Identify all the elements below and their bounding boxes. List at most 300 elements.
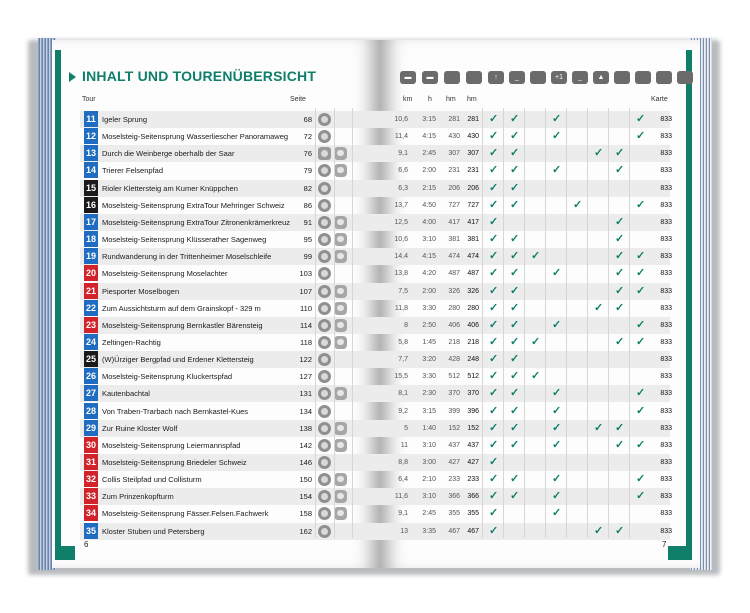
check-icon: ✓: [510, 370, 520, 383]
title-arrow-icon: [69, 72, 76, 82]
dash-icon: [677, 71, 693, 84]
tour-page: 142: [299, 440, 312, 450]
bear-icon: [334, 387, 347, 400]
tour-map: 833: [660, 338, 672, 346]
tour-name: Moselsteig-Seitensprung Kluckertspfad: [102, 372, 233, 382]
tour-page: 118: [300, 337, 312, 347]
bear-icon: [334, 250, 347, 263]
check-icon: ✓: [489, 404, 499, 417]
tour-map: 833: [660, 304, 672, 312]
bear-icon: [334, 507, 347, 520]
bear-icon: [334, 147, 347, 160]
tour-duration: 1:45: [422, 338, 436, 346]
dash-icon: [466, 71, 482, 84]
flat-icon: _: [509, 71, 525, 84]
circle-route-icon: [318, 302, 331, 315]
tour-descent: 417: [467, 218, 479, 226]
tour-map: 833: [660, 373, 672, 381]
tour-ascent: 428: [448, 356, 460, 364]
tour-page: 114: [300, 320, 312, 330]
check-icon: ✓: [636, 473, 646, 486]
tour-name: Moselsteig-Seitensprung Wasserliescher Panoramaweg: [102, 132, 289, 142]
tour-number: 33: [84, 488, 98, 504]
tour-page: 72: [303, 132, 312, 142]
header-seite: Seite: [290, 96, 306, 103]
tour-duration: 4:20: [422, 270, 436, 278]
tour-ascent: 206: [448, 184, 460, 192]
check-icon: ✓: [636, 284, 646, 297]
tour-ascent: 381: [448, 236, 460, 244]
check-icon: ✓: [510, 387, 520, 400]
check-icon: ✓: [489, 301, 499, 314]
tour-duration: 3:10: [422, 236, 436, 244]
flat-icon: _: [572, 71, 588, 84]
tour-km: 8,8: [398, 459, 408, 466]
tour-map: 833: [660, 218, 672, 226]
tour-name: Collis Steilpfad und Collisturm: [102, 475, 202, 485]
check-icon: ✓: [510, 198, 520, 211]
tour-page: 68: [303, 115, 312, 124]
check-icon: ✓: [489, 318, 499, 331]
tour-name: Kloster Stuben und Petersberg: [102, 526, 205, 536]
tour-map: 833: [660, 167, 672, 175]
tour-name: Durch die Weinberge oberhalb der Saar: [102, 149, 235, 159]
tour-duration: 2:00: [422, 287, 436, 295]
header-karte: Karte: [651, 96, 668, 103]
tour-duration: 2:10: [422, 476, 436, 484]
check-icon: ✓: [510, 318, 520, 331]
tour-duration: 1:40: [422, 424, 436, 432]
tour-descent: 437: [467, 441, 479, 449]
dash-icon: [614, 71, 630, 84]
tour-number: 21: [84, 283, 98, 299]
tour-duration: 2:15: [422, 184, 436, 192]
table-row: [80, 334, 670, 351]
tour-km: 10,6: [394, 116, 408, 123]
dash-icon: [530, 71, 546, 84]
pram-icon: [318, 147, 331, 160]
tour-km: 6,4: [398, 476, 408, 484]
check-icon: ✓: [615, 438, 625, 451]
check-icon: ✓: [615, 421, 625, 434]
tour-number: 34: [84, 505, 98, 521]
tour-page: 138: [299, 423, 312, 433]
check-icon: ✓: [489, 473, 499, 486]
tour-ascent: 512: [448, 373, 460, 381]
check-icon: ✓: [489, 147, 499, 160]
check-icon: ✓: [489, 164, 499, 177]
bear-icon: [334, 233, 347, 246]
tour-duration: 4:00: [422, 218, 436, 226]
tour-descent: 231: [467, 167, 479, 175]
bear-icon: [334, 473, 347, 486]
tour-ascent: 218: [448, 338, 460, 346]
tour-descent: 248: [467, 356, 479, 364]
check-icon: ✓: [552, 267, 562, 280]
check-icon: ✓: [636, 387, 646, 400]
tour-km: 6,6: [398, 167, 408, 175]
check-icon: ✓: [489, 233, 499, 246]
tour-number: 16: [84, 197, 98, 213]
check-icon: ✓: [510, 113, 520, 125]
check-icon: ✓: [510, 301, 520, 314]
circle-route-icon: [318, 182, 331, 195]
check-icon: ✓: [489, 490, 499, 503]
check-icon: ✓: [552, 164, 562, 177]
check-icon: ✓: [552, 473, 562, 486]
tour-page: 158: [299, 509, 312, 519]
tour-page: 86: [303, 200, 312, 210]
tour-descent: 307: [467, 150, 479, 158]
tour-km: 6,3: [398, 184, 408, 192]
check-icon: ✓: [594, 301, 604, 314]
circle-route-icon: [318, 439, 331, 452]
left-green-corner: [55, 546, 75, 560]
tour-descent: 430: [467, 133, 479, 141]
tour-descent: 233: [467, 476, 479, 484]
tour-ascent: 427: [448, 459, 460, 466]
circle-route-icon: [318, 456, 331, 469]
divider: [315, 108, 316, 538]
tour-map: 833: [660, 407, 672, 415]
circle-route-icon: [318, 285, 331, 298]
tour-map: 833: [660, 201, 672, 209]
tour-descent: 381: [467, 236, 479, 244]
divider: [524, 108, 525, 538]
hut-icon: ▲: [593, 71, 609, 84]
tour-duration: 3:30: [422, 304, 436, 312]
check-icon: ✓: [636, 198, 646, 211]
tour-page: 154: [299, 492, 312, 502]
tour-number: 24: [84, 334, 98, 350]
tour-number: 22: [84, 300, 98, 316]
tour-ascent: 355: [448, 510, 460, 518]
left-green-border: [55, 50, 61, 560]
tour-map: 833: [660, 287, 672, 295]
header-hm-descent: hm: [467, 96, 477, 103]
tour-number: 23: [84, 317, 98, 333]
tour-descent: 281: [467, 116, 479, 123]
check-icon: ✓: [615, 164, 625, 177]
tour-page: 95: [303, 235, 312, 245]
tour-name: Moselsteig-Seitensprung ExtraTour Zitronenkrämerkreuz: [102, 217, 290, 227]
tour-descent: 218: [467, 338, 479, 346]
tour-ascent: 326: [448, 287, 460, 295]
dash-icon: ▬: [400, 71, 416, 84]
check-icon: ✓: [552, 404, 562, 417]
tour-name: Igeler Sprung: [102, 115, 148, 124]
tour-ascent: 152: [448, 424, 460, 432]
tour-ascent: 280: [448, 304, 460, 312]
tour-ascent: 281: [448, 116, 460, 123]
check-icon: ✓: [489, 284, 499, 297]
tour-descent: 727: [467, 201, 479, 209]
check-icon: ✓: [489, 507, 499, 520]
check-icon: ✓: [636, 335, 646, 348]
check-icon: ✓: [552, 507, 562, 520]
tour-duration: 3:10: [422, 441, 436, 449]
tour-km: 15,5: [394, 373, 408, 381]
tour-number: 28: [84, 403, 98, 419]
tour-number: 11: [84, 111, 98, 127]
table-row: [80, 162, 670, 179]
tour-duration: 4:50: [422, 201, 436, 209]
circle-route-icon: [318, 353, 331, 366]
check-icon: ✓: [489, 456, 499, 468]
tour-page: 150: [299, 475, 312, 485]
check-icon: ✓: [489, 198, 499, 211]
tour-map: 833: [660, 527, 672, 535]
check-icon: ✓: [489, 215, 499, 228]
tour-map: 833: [660, 476, 672, 484]
tour-page: 103: [299, 269, 312, 279]
table-row: [80, 385, 670, 402]
tour-duration: 3:15: [422, 116, 436, 123]
tour-km: 13,7: [394, 201, 408, 209]
check-icon: ✓: [594, 524, 604, 537]
tour-duration: 3:15: [422, 407, 436, 415]
tour-map: 833: [660, 356, 672, 364]
tour-name: Rundwanderung in der Trittenheimer Moselschleife: [102, 252, 272, 262]
tour-duration: 2:00: [422, 167, 436, 175]
tour-page: 110: [300, 303, 312, 313]
check-icon: ✓: [531, 335, 541, 348]
tour-km: 13,8: [394, 270, 408, 278]
tour-number: 30: [84, 437, 98, 453]
check-icon: ✓: [552, 130, 562, 143]
tour-descent: 326: [467, 287, 479, 295]
tour-name: Zur Ruine Kloster Wolf: [102, 423, 178, 433]
tour-ascent: 233: [448, 476, 460, 484]
bear-icon: [334, 302, 347, 315]
circle-route-icon: [318, 405, 331, 418]
circle-route-icon: [318, 319, 331, 332]
tour-km: 5: [404, 424, 408, 432]
tour-number: 27: [84, 385, 98, 401]
check-icon: ✓: [636, 318, 646, 331]
check-icon: ✓: [531, 250, 541, 263]
check-icon: ✓: [510, 404, 520, 417]
ascent-icon: ↑: [488, 71, 504, 84]
header-hm-ascent: hm: [446, 96, 456, 103]
tour-number: 15: [84, 180, 98, 196]
check-icon: ✓: [489, 370, 499, 383]
check-icon: ✓: [489, 524, 499, 537]
tour-number: 19: [84, 248, 98, 264]
tour-ascent: 474: [448, 253, 460, 261]
tour-ascent: 437: [448, 441, 460, 449]
tour-map: 833: [660, 270, 672, 278]
tour-descent: 152: [467, 424, 479, 432]
tour-km: 14,4: [394, 253, 408, 261]
check-icon: ✓: [594, 421, 604, 434]
check-icon: ✓: [510, 181, 520, 194]
tour-number: 32: [84, 471, 98, 487]
divider: [503, 108, 504, 538]
tour-map: 833: [660, 321, 672, 329]
bear-icon: [334, 285, 347, 298]
tour-number: 18: [84, 231, 98, 247]
tour-descent: 280: [467, 304, 479, 312]
check-icon: ✓: [552, 421, 562, 434]
tour-name: Zum Prinzenkopfturm: [102, 492, 174, 502]
circle-route-icon: [318, 199, 331, 212]
check-icon: ✓: [636, 113, 646, 125]
tour-ascent: 231: [448, 167, 460, 175]
divider: [629, 108, 630, 538]
tour-page: 91: [303, 217, 312, 227]
tour-map: 833: [660, 424, 672, 432]
check-icon: ✓: [552, 490, 562, 503]
check-icon: ✓: [636, 267, 646, 280]
tour-map: 833: [660, 236, 672, 244]
dash-icon: [656, 71, 672, 84]
tour-duration: 4:15: [422, 253, 436, 261]
tour-number: 35: [84, 523, 98, 539]
tour-name: Moselsteig-Seitensprung Fässer.Felsen.Fachwerk: [102, 509, 269, 519]
tour-descent: 366: [467, 493, 479, 501]
divider: [545, 108, 546, 538]
tour-map: 833: [660, 184, 672, 192]
check-icon: ✓: [552, 318, 562, 331]
page-number-left: 6: [84, 540, 89, 549]
tour-descent: 206: [467, 184, 479, 192]
check-icon: ✓: [615, 524, 625, 537]
check-icon: ✓: [573, 198, 583, 211]
check-icon: ✓: [489, 250, 499, 263]
tour-km: 9,1: [398, 510, 408, 518]
circle-route-icon: [318, 422, 331, 435]
plus-one-icon: +1: [551, 71, 567, 84]
circle-route-icon: [318, 216, 331, 229]
tour-km: 5,8: [398, 338, 408, 346]
check-icon: ✓: [489, 267, 499, 280]
tour-descent: 355: [467, 510, 479, 518]
tour-ascent: 370: [448, 390, 460, 398]
bear-icon: [334, 439, 347, 452]
check-icon: ✓: [489, 421, 499, 434]
check-icon: ✓: [489, 353, 499, 366]
tour-duration: 2:30: [422, 390, 436, 398]
tour-duration: 3:10: [422, 493, 436, 501]
tour-page: 82: [303, 183, 312, 193]
tour-page: 134: [299, 406, 312, 416]
tour-number: 14: [84, 162, 98, 178]
divider: [482, 108, 483, 538]
bear-icon: [334, 490, 347, 503]
tour-name: Piesporter Moselbogen: [102, 286, 180, 296]
check-icon: ✓: [615, 233, 625, 246]
check-icon: ✓: [510, 164, 520, 177]
tour-duration: 4:15: [422, 133, 436, 141]
tour-descent: 512: [467, 373, 479, 381]
tour-name: Zum Aussichtsturm auf dem Grainskopf - 329 m: [102, 303, 261, 313]
check-icon: ✓: [636, 250, 646, 263]
tour-km: 12,5: [394, 218, 408, 226]
check-icon: ✓: [636, 130, 646, 143]
tour-descent: 474: [467, 253, 479, 261]
tour-map: 833: [660, 390, 672, 398]
check-icon: ✓: [510, 147, 520, 160]
tour-name: Moselsteig-Seitensprung ExtraTour Mehringer Schweiz: [102, 200, 285, 210]
tour-name: Trierer Felsenpfad: [102, 166, 163, 176]
divider: [352, 108, 353, 538]
tour-duration: 2:50: [422, 321, 436, 329]
tour-number: 31: [84, 454, 98, 470]
check-icon: ✓: [615, 215, 625, 228]
tour-duration: 3:00: [422, 459, 436, 466]
tour-ascent: 417: [448, 218, 460, 226]
check-icon: ✓: [489, 438, 499, 451]
check-icon: ✓: [594, 147, 604, 160]
divider: [566, 108, 567, 538]
tour-map: 833: [660, 510, 672, 518]
tour-number: 13: [84, 145, 98, 161]
tour-descent: 467: [467, 527, 479, 535]
check-icon: ✓: [531, 370, 541, 383]
tour-name: Zeltingen-Rachtig: [102, 337, 161, 347]
divider: [334, 108, 335, 538]
tour-duration: 2:45: [422, 150, 436, 158]
tour-number: 29: [84, 420, 98, 436]
tour-name: (W)Ürziger Bergpfad und Erdener Klettersteig: [102, 355, 254, 365]
tour-descent: 396: [467, 407, 479, 415]
tour-name: Moselsteig-Seitensprung Leiermannspfad: [102, 440, 241, 450]
tour-number: 12: [84, 128, 98, 144]
check-icon: ✓: [636, 490, 646, 503]
check-icon: ✓: [636, 404, 646, 417]
tour-ascent: 307: [448, 150, 460, 158]
right-green-border: [686, 50, 692, 560]
tour-map: 833: [660, 133, 672, 141]
dash-icon: [444, 71, 460, 84]
tour-name: Moselsteig-Seitensprung Klüsserather Sagenweg: [102, 235, 267, 245]
page-title: INHALT UND TOURENÜBERSICHT: [82, 68, 317, 84]
check-icon: ✓: [510, 250, 520, 263]
check-icon: ✓: [552, 387, 562, 400]
tour-descent: 370: [467, 390, 479, 398]
check-icon: ✓: [489, 335, 499, 348]
tour-page: 146: [299, 458, 312, 467]
tour-ascent: 727: [448, 201, 460, 209]
tour-km: 9,1: [398, 150, 408, 158]
tour-page: 122: [299, 355, 312, 365]
bear-icon: [334, 319, 347, 332]
tour-map: 833: [660, 441, 672, 449]
check-icon: ✓: [615, 284, 625, 297]
tour-name: Rioler Klettersteig am Kumer Knüppchen: [102, 183, 238, 193]
header-km: km: [403, 96, 413, 103]
tour-name: Moselsteig-Seitensprung Bernkastler Bärensteig: [102, 320, 263, 330]
tour-page: 99: [303, 252, 312, 262]
dash-icon: [635, 71, 651, 84]
header-h: h: [428, 96, 432, 103]
tour-duration: 3:20: [422, 356, 436, 364]
check-icon: ✓: [615, 267, 625, 280]
tour-map: 833: [660, 253, 672, 261]
check-icon: ✓: [615, 250, 625, 263]
check-icon: ✓: [489, 113, 499, 125]
tour-km: 13: [400, 527, 408, 535]
check-icon: ✓: [636, 438, 646, 451]
tour-page: 76: [303, 149, 312, 159]
check-icon: ✓: [615, 301, 625, 314]
check-icon: ✓: [489, 181, 499, 194]
check-icon: ✓: [615, 335, 625, 348]
circle-route-icon: [318, 525, 331, 538]
check-icon: ✓: [489, 130, 499, 143]
tour-page: 131: [299, 389, 312, 399]
